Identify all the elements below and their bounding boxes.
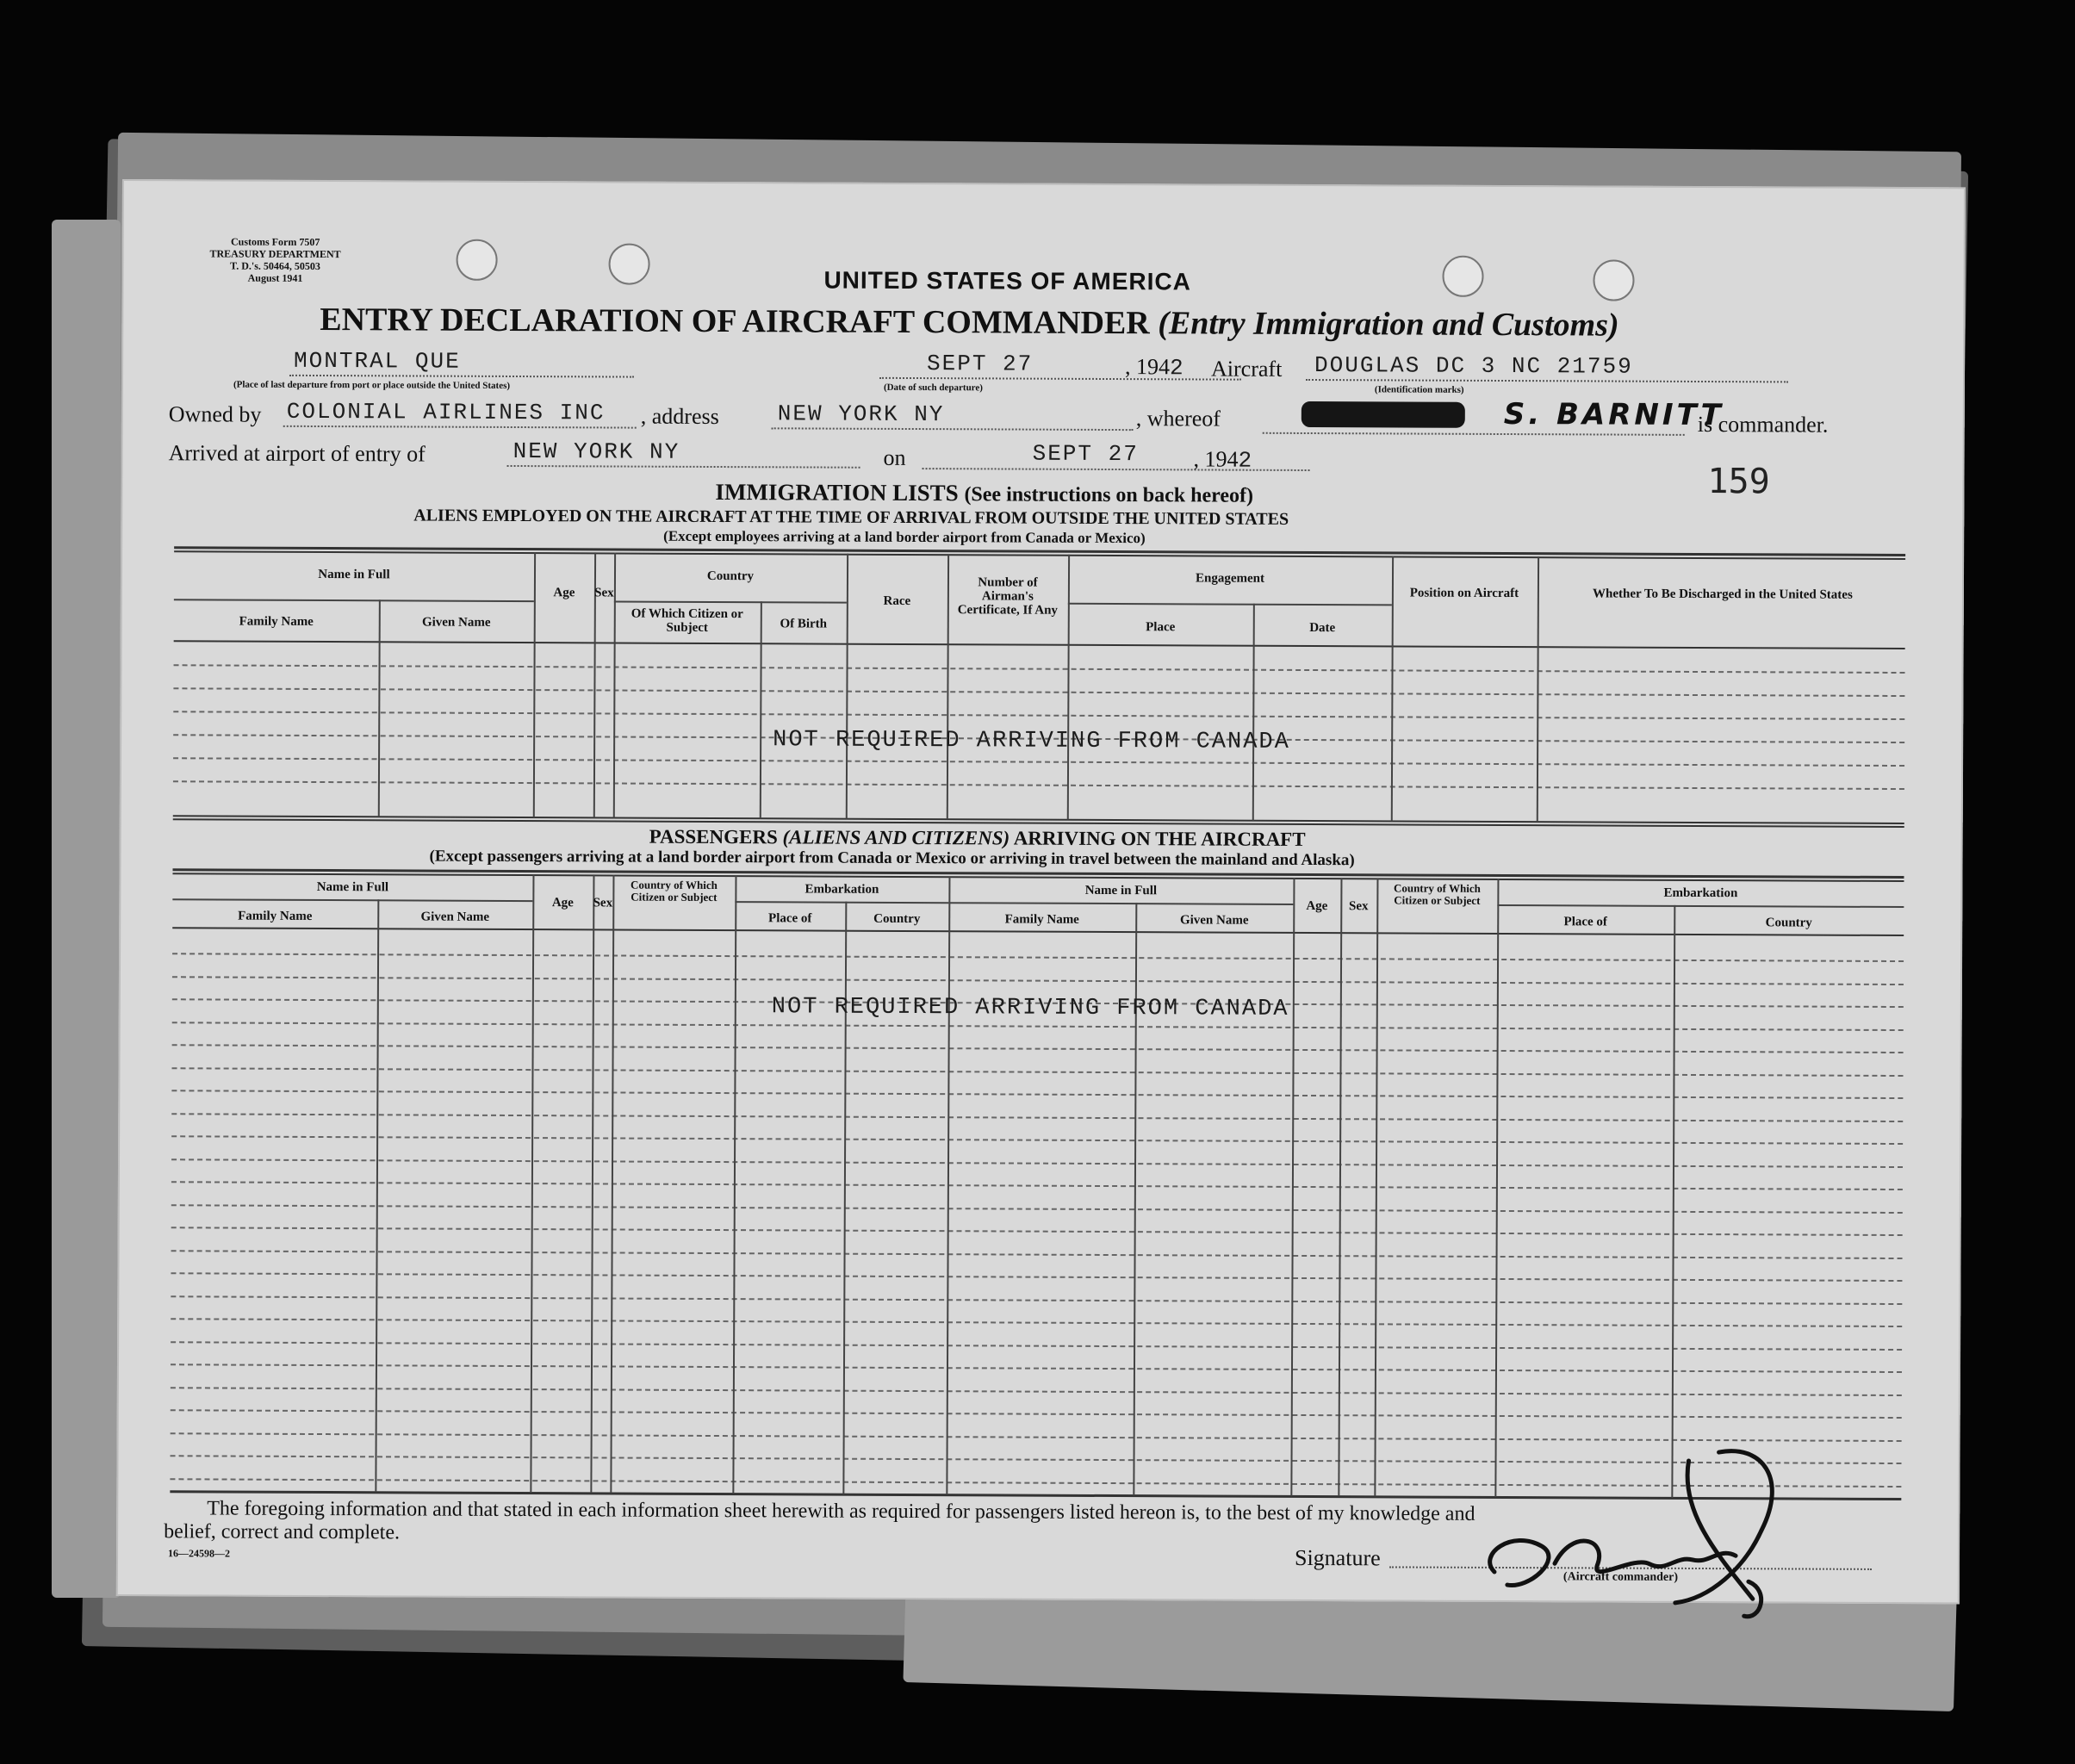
pax-header-family-name-right: Family Name <box>1004 912 1079 927</box>
aliens-header-place: Place <box>1146 620 1176 635</box>
aliens-row <box>173 780 1904 790</box>
title-sub: (Entry Immigration and Customs) <box>1158 305 1619 344</box>
departure-date-caption: (Date of such departure) <box>883 382 983 394</box>
passenger-row <box>172 976 1904 985</box>
owner-line <box>283 425 637 429</box>
passenger-row <box>171 1135 1903 1145</box>
department: TREASURY DEPARTMENT <box>209 247 341 261</box>
aliens-header-discharged: Whether To Be Discharged in the United States <box>1592 587 1853 602</box>
address-label: , address <box>640 403 719 430</box>
commander-name: S. BARNITT <box>1503 397 1724 433</box>
pax-header-name-left: Name in Full <box>316 879 389 895</box>
signature-label: Signature <box>1294 1544 1381 1571</box>
arrival-label: Arrived at airport of entry of <box>168 440 426 467</box>
pax-name-subrule-right <box>948 902 1293 905</box>
passenger-row <box>172 1022 1904 1031</box>
pax-header-sex-right: Sex <box>1349 899 1369 914</box>
punch-hole-right-1 <box>1442 256 1483 297</box>
passenger-row <box>171 1250 1903 1259</box>
signature-scribble <box>1460 1425 1805 1634</box>
aliens-header-sex: Sex <box>594 586 614 600</box>
statement-line-1: The foregoing information and that stated in each information sheet herewith as required for passengers listed hereon is, to the best of my knowledge and <box>207 1497 1475 1525</box>
pax-header-country-left: Country of Which Citizen or Subject <box>630 878 718 904</box>
owner-name: COLONIAL AIRLINES INC <box>286 398 606 426</box>
departure-year <box>1125 354 1185 381</box>
form-title <box>320 301 1618 345</box>
td-numbers: T. D.'s. 50464, 50503 <box>230 259 320 273</box>
arrival-date: SEPT 27 <box>1032 440 1139 468</box>
aliens-row <box>173 687 1904 697</box>
aliens-header-age: Age <box>553 586 575 600</box>
aliens-header-name: Name in Full <box>318 567 390 582</box>
aliens-col-divider <box>1391 556 1394 821</box>
aircraft-line <box>1306 379 1788 382</box>
passenger-row <box>171 1272 1902 1282</box>
aircraft-label: Aircraft <box>1210 356 1283 382</box>
pax-header-age-left: Age <box>551 896 574 910</box>
pax-header-country-right: Country of Which Citizen or Subject <box>1393 881 1481 907</box>
form-identification <box>197 235 352 284</box>
pax-col-divider <box>1671 905 1675 1498</box>
departure-place: MONTRAL QUE <box>294 347 461 375</box>
passenger-row <box>171 1387 1902 1396</box>
form-date: August 1941 <box>247 271 303 284</box>
arrival-airport: NEW YORK NY <box>513 438 680 465</box>
pax-header-given-name-left: Given Name <box>420 910 490 924</box>
year-prefix: , 194 <box>1124 354 1171 380</box>
pax-header-country-embark-left: Country <box>873 911 921 927</box>
passenger-row <box>171 1363 1902 1373</box>
aliens-entry: NOT REQUIRED ARRIVING FROM CANADA <box>773 727 1290 755</box>
aliens-note: (Except employees arriving at a land border airport from Canada or Mexico) <box>663 527 1146 547</box>
pax-header-embarkation-right: Embarkation <box>1663 885 1738 901</box>
pax-col-divider <box>1133 903 1137 1495</box>
passenger-row <box>171 1295 1902 1305</box>
aliens-name-subrule <box>174 599 534 602</box>
owned-by-label: Owned by <box>168 401 262 427</box>
pax-col-divider <box>375 899 379 1492</box>
owner-address: NEW YORK NY <box>777 401 945 428</box>
pax-name-subrule-left <box>172 898 532 902</box>
arrival-airport-line <box>507 465 860 469</box>
pax-header-family-name-left: Family Name <box>238 909 313 923</box>
passenger-row <box>172 1044 1904 1053</box>
pax-col-divider <box>842 902 847 1494</box>
punch-hole-left-1 <box>456 239 497 281</box>
title-main: ENTRY DECLARATION OF AIRCRAFT COMMANDER <box>320 301 1150 342</box>
aliens-header-date: Date <box>1309 621 1336 636</box>
aliens-header-engagement: Engagement <box>1195 571 1265 586</box>
arrival-on-label: on <box>883 444 906 470</box>
departure-place-line <box>289 375 634 378</box>
pax-header-age-right: Age <box>1306 899 1328 914</box>
pax-embark-subrule-right <box>1497 904 1904 908</box>
form-number: Customs Form 7507 <box>230 235 320 249</box>
immigration-heading <box>715 479 1253 508</box>
pax-header-given-name-right: Given Name <box>1179 913 1249 928</box>
pax-embark-subrule-left <box>735 901 948 904</box>
aircraft-caption: (Identification marks) <box>1374 384 1464 395</box>
aliens-col-divider <box>760 601 762 818</box>
passengers-title-end: ARRIVING ON THE AIRCRAFT <box>1013 827 1306 851</box>
pax-header-place-right: Place of <box>1563 915 1607 929</box>
passenger-row <box>171 1318 1902 1327</box>
commander-suffix: is commander. <box>1697 411 1829 438</box>
aliens-header-family-name: Family Name <box>239 614 314 629</box>
aliens-col-divider <box>1537 556 1539 822</box>
passenger-row <box>171 1227 1903 1236</box>
sheet-number: 159 <box>1707 462 1770 502</box>
passenger-row <box>171 1067 1903 1077</box>
passenger-row <box>171 1158 1903 1168</box>
country-heading: UNITED STATES OF AMERICA <box>823 266 1191 295</box>
paper-stack-edge <box>52 220 121 1598</box>
aliens-header-certificate: Number of Airman's Certificate, If Any <box>957 575 1058 618</box>
aliens-row <box>173 711 1904 720</box>
aliens-country-subrule <box>614 600 847 603</box>
passengers-entry: NOT REQUIRED ARRIVING FROM CANADA <box>771 994 1289 1022</box>
passenger-row <box>171 1409 1902 1419</box>
signature-caption: (Aircraft commander) <box>1562 1570 1679 1584</box>
aliens-heading: ALIENS EMPLOYED ON THE AIRCRAFT AT THE TIME OF ARRIVAL FROM OUTSIDE THE UNITED STATES <box>413 506 1289 529</box>
departure-date: SEPT 27 <box>927 351 1034 377</box>
aliens-col-divider <box>1067 555 1070 820</box>
pax-header-name-right: Name in Full <box>1084 883 1158 898</box>
redaction-mark <box>1302 401 1465 428</box>
year-digit: 2 <box>1169 355 1185 382</box>
pax-header-sex-left: Sex <box>593 896 613 910</box>
entry-declaration-form <box>116 179 1966 1604</box>
punch-hole-left-2 <box>608 243 649 284</box>
departure-date-line <box>879 377 1241 381</box>
passenger-row <box>171 1090 1903 1099</box>
pax-header-embarkation-left: Embarkation <box>805 882 879 897</box>
departure-place-caption: (Place of last departure from port or place outside the United States) <box>233 379 511 391</box>
aliens-header-bottom <box>174 640 1905 649</box>
passenger-row <box>172 953 1904 962</box>
year-digit: 2 <box>1238 447 1254 474</box>
passenger-row <box>171 1341 1902 1351</box>
passengers-heading <box>649 826 1306 851</box>
year-prefix: , 194 <box>1193 446 1239 472</box>
address-line <box>772 427 1134 431</box>
passengers-qualifier: (ALIENS AND CITIZENS) <box>782 826 1010 849</box>
aliens-header-of-birth: Of Birth <box>780 617 828 631</box>
aliens-row <box>173 757 1904 767</box>
aircraft-identification: DOUGLAS DC 3 NC 21759 <box>1314 352 1633 380</box>
immigration-title: IMMIGRATION LISTS <box>715 479 959 506</box>
passenger-row <box>171 1204 1903 1214</box>
passengers-note: (Except passengers arriving at a land border airport from Canada or Mexico or arriving in travel between the mainland and Alaska) <box>429 847 1355 870</box>
arrival-year <box>1194 446 1254 473</box>
aliens-row <box>174 664 1905 674</box>
aliens-header-given-name: Given Name <box>421 615 491 630</box>
passenger-row <box>171 1113 1903 1122</box>
aliens-header-position: Position on Aircraft <box>1409 586 1519 601</box>
passengers-title: PASSENGERS <box>649 825 778 848</box>
commander-line <box>1263 432 1685 436</box>
aliens-header-citizen-of: Of Which Citizen or Subject <box>631 606 743 635</box>
statement-line-2: belief, correct and complete. <box>164 1520 401 1544</box>
aliens-col-divider <box>1252 604 1255 821</box>
whereof-label: , whereof <box>1135 406 1221 432</box>
aliens-header-country: Country <box>706 568 755 584</box>
aliens-engagement-subrule <box>1068 603 1392 606</box>
pax-header-country-embark-right: Country <box>1765 916 1812 930</box>
punch-hole-right-2 <box>1593 259 1634 301</box>
print-code: 16—24598—2 <box>168 1547 231 1560</box>
pax-header-place-left: Place of <box>768 911 812 926</box>
immigration-note: (See instructions on back hereof) <box>964 483 1254 507</box>
aliens-col-divider <box>378 599 381 817</box>
aliens-header-race: Race <box>883 593 911 608</box>
passenger-row <box>171 1181 1903 1190</box>
